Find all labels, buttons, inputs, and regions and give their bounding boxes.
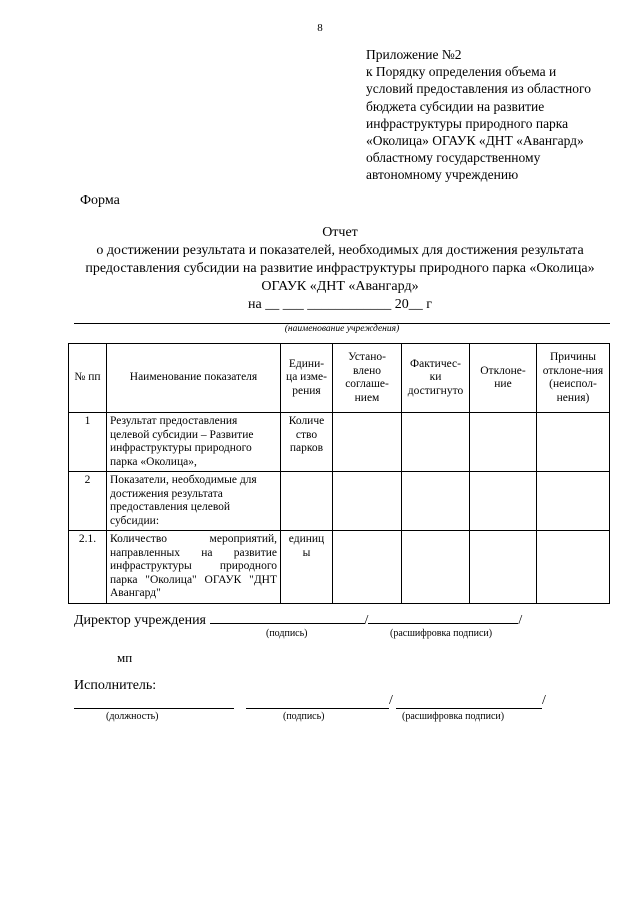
agreed-cell[interactable] [333,472,402,531]
column-header-deviation: Отклоне-ние [470,344,537,413]
column-header-agreed: Устано-влено соглаше-нием [333,344,402,413]
decoding-caption: (расшифровка подписи) [390,628,493,639]
executor-signature-line[interactable] [246,695,389,709]
stamp-placeholder: мп [117,650,133,665]
deviation-cell[interactable] [470,531,537,604]
table-header-row [69,344,610,413]
appendix-line: «Околица» ОГАУК «ДНТ «Авангард» [366,133,584,149]
director-label: Директор учреждения [74,613,206,628]
report-date-line: на __ ___ ____________ 20__ г [248,297,432,312]
appendix-line: условий предоставления из областного [366,81,591,97]
appendix-line: автономному учреждению [366,167,519,183]
separator-slash: / [542,693,546,708]
position-caption: (должность) [106,711,159,722]
actual-cell[interactable] [402,413,470,472]
executor-decoding-line[interactable] [396,695,542,709]
executor-label: Исполнитель: [74,678,157,693]
reasons-cell[interactable] [537,531,610,604]
director-signature-line[interactable] [210,609,365,624]
report-title-line: ОГАУК «ДНТ «Авангард» [261,279,419,294]
report-table [68,343,610,604]
row-number: 2 [69,472,107,531]
column-header-indicator: Наименование показателя [107,344,281,413]
agreed-cell[interactable] [333,413,402,472]
signature-caption: (подпись) [266,628,308,639]
indicator-name: Результат предоставления целевой субсидии – Развитие инфраструктуры природного парка «Околица», [107,413,281,472]
appendix-line: областному государственному [366,150,541,166]
separator-slash: / [389,693,393,708]
form-label: Форма [80,193,120,208]
appendix-block [366,46,616,184]
row-number: 1 [69,413,107,472]
column-header-unit: Едини-ца изме-рения [281,344,333,413]
report-title-line: предоставления субсидии на развитие инфраструктуры природного парка «Околица» [85,261,595,276]
executor-position-line[interactable] [74,695,234,709]
page-number: 8 [317,22,323,34]
reasons-cell[interactable] [537,472,610,531]
reasons-cell[interactable] [537,413,610,472]
decoding-caption: (расшифровка подписи) [402,711,505,722]
actual-cell[interactable] [402,472,470,531]
director-signature-row [74,609,522,629]
table-row [69,531,610,604]
report-heading: Отчет [322,225,358,240]
separator-slash: / [518,613,523,628]
appendix-line: бюджета субсидии на развитие [366,98,545,114]
appendix-line: к Порядку определения объема и [366,64,557,80]
appendix-line: инфраструктуры природного парка [366,115,569,131]
organization-caption: (наименование учреждения) [284,324,400,334]
indicator-name: Количество мероприятий, направленных на развитие инфраструктуры природного парка "Околица" ОГАУК "ДНТ Авангард" [107,531,281,604]
row-number: 2.1. [69,531,107,604]
separator-slash: / [364,613,369,628]
unit-cell: Количе ство парков [281,413,333,472]
table-row [69,413,610,472]
appendix-line: Приложение №2 [366,47,462,62]
agreed-cell[interactable] [333,531,402,604]
indicator-name: Показатели, необходимые для достижения результата предоставления целевой субсидии: [107,472,281,531]
report-title-block [70,224,610,314]
deviation-cell[interactable] [470,413,537,472]
column-header-actual: Фактичес-ки достигнуто [402,344,470,413]
unit-cell [281,472,333,531]
signature-caption: (подпись) [283,711,325,722]
table-row [69,472,610,531]
actual-cell[interactable] [402,531,470,604]
column-header-reasons: Причины отклоне-ния (неиспол-нения) [537,344,610,413]
unit-cell: единиц ы [281,531,333,604]
deviation-cell[interactable] [470,472,537,531]
director-decoding-line[interactable] [368,609,518,624]
column-header-number: № пп [69,344,107,413]
report-title-line: о достижении результата и показателей, необходимых для достижения результата [96,243,584,258]
